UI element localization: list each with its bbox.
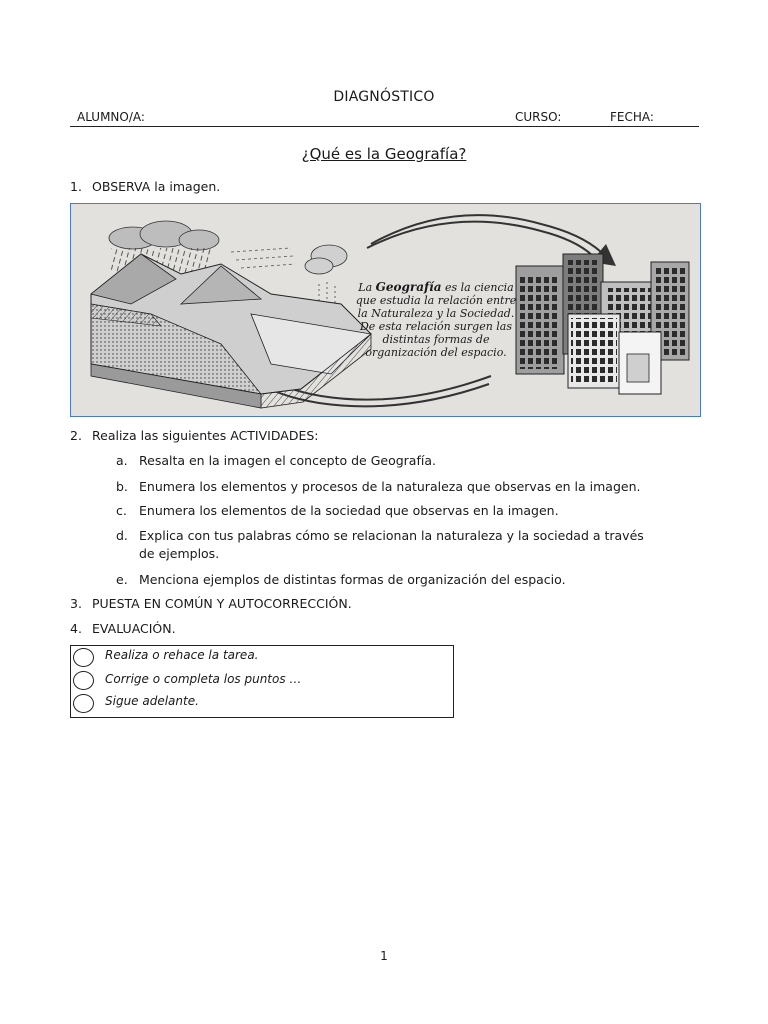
- item-4: [70, 621, 176, 636]
- worksheet-heading: ¿Qué es la Geografía?: [301, 145, 467, 163]
- item-2: [70, 428, 318, 443]
- geography-illustration: [70, 203, 701, 417]
- activity-text: Explica con tus palabras cómo se relacionan la naturaleza y la sociedad a través de ejemplos.: [139, 528, 644, 561]
- item-number: 3.: [70, 596, 82, 611]
- circle-checkbox-icon[interactable]: [73, 648, 94, 667]
- caption-line-3: la Naturaleza y la Sociedad.: [357, 307, 515, 320]
- activity-letter: d.: [116, 528, 128, 543]
- item-number: 1.: [70, 179, 82, 194]
- student-label: ALUMNO/A:: [77, 110, 145, 124]
- evaluation-option: Sigue adelante.: [105, 694, 199, 708]
- city-buildings: [516, 254, 689, 394]
- document-title: DIAGNÓSTICO: [333, 89, 435, 105]
- activity-letter: b.: [116, 479, 128, 494]
- evaluation-box: [70, 645, 454, 718]
- activity-letter: c.: [116, 503, 127, 518]
- illustration-caption: [356, 280, 517, 359]
- item-text: Realiza las siguientes ACTIVIDADES:: [92, 428, 319, 443]
- item-number: 2.: [70, 428, 82, 443]
- caption-line-4: De esta relación surgen las: [359, 320, 513, 333]
- item-text: OBSERVA la imagen.: [92, 179, 221, 194]
- caption-line-2: que estudia la relación entre: [355, 294, 517, 307]
- activity-text: Menciona ejemplos de distintas formas de organización del espacio.: [139, 572, 566, 587]
- caption-line-1: La Geografía es la ciencia: [358, 280, 514, 294]
- activity-letter: e.: [116, 572, 128, 587]
- date-label: FECHA:: [610, 110, 654, 124]
- caption-line-6: organización del espacio.: [365, 346, 507, 359]
- activity-letter: a.: [116, 453, 128, 468]
- evaluation-option: Corrige o completa los puntos …: [105, 672, 302, 686]
- caption-line-5: distintas formas de: [382, 333, 490, 346]
- course-label: CURSO:: [515, 110, 562, 124]
- item-number: 4.: [70, 621, 82, 636]
- header-divider: [70, 126, 699, 127]
- evaluation-option: Realiza o rehace la tarea.: [105, 648, 259, 662]
- item-3: [70, 596, 352, 611]
- illustration-drawing: [71, 204, 699, 415]
- landscape-block: [91, 254, 371, 408]
- item-text: PUESTA EN COMÚN Y AUTOCORRECCIÓN.: [92, 596, 352, 611]
- activity-text: Resalta en la imagen el concepto de Geografía.: [139, 453, 436, 468]
- circle-checkbox-icon[interactable]: [73, 671, 94, 690]
- item-text: EVALUACIÓN.: [92, 621, 176, 636]
- activity-text: Enumera los elementos y procesos de la naturaleza que observas en la imagen.: [139, 479, 641, 494]
- activity-text: Enumera los elementos de la sociedad que observas en la imagen.: [139, 503, 559, 518]
- item-1: [70, 179, 220, 194]
- circle-checkbox-icon[interactable]: [73, 694, 94, 713]
- page-number: 1: [380, 949, 388, 963]
